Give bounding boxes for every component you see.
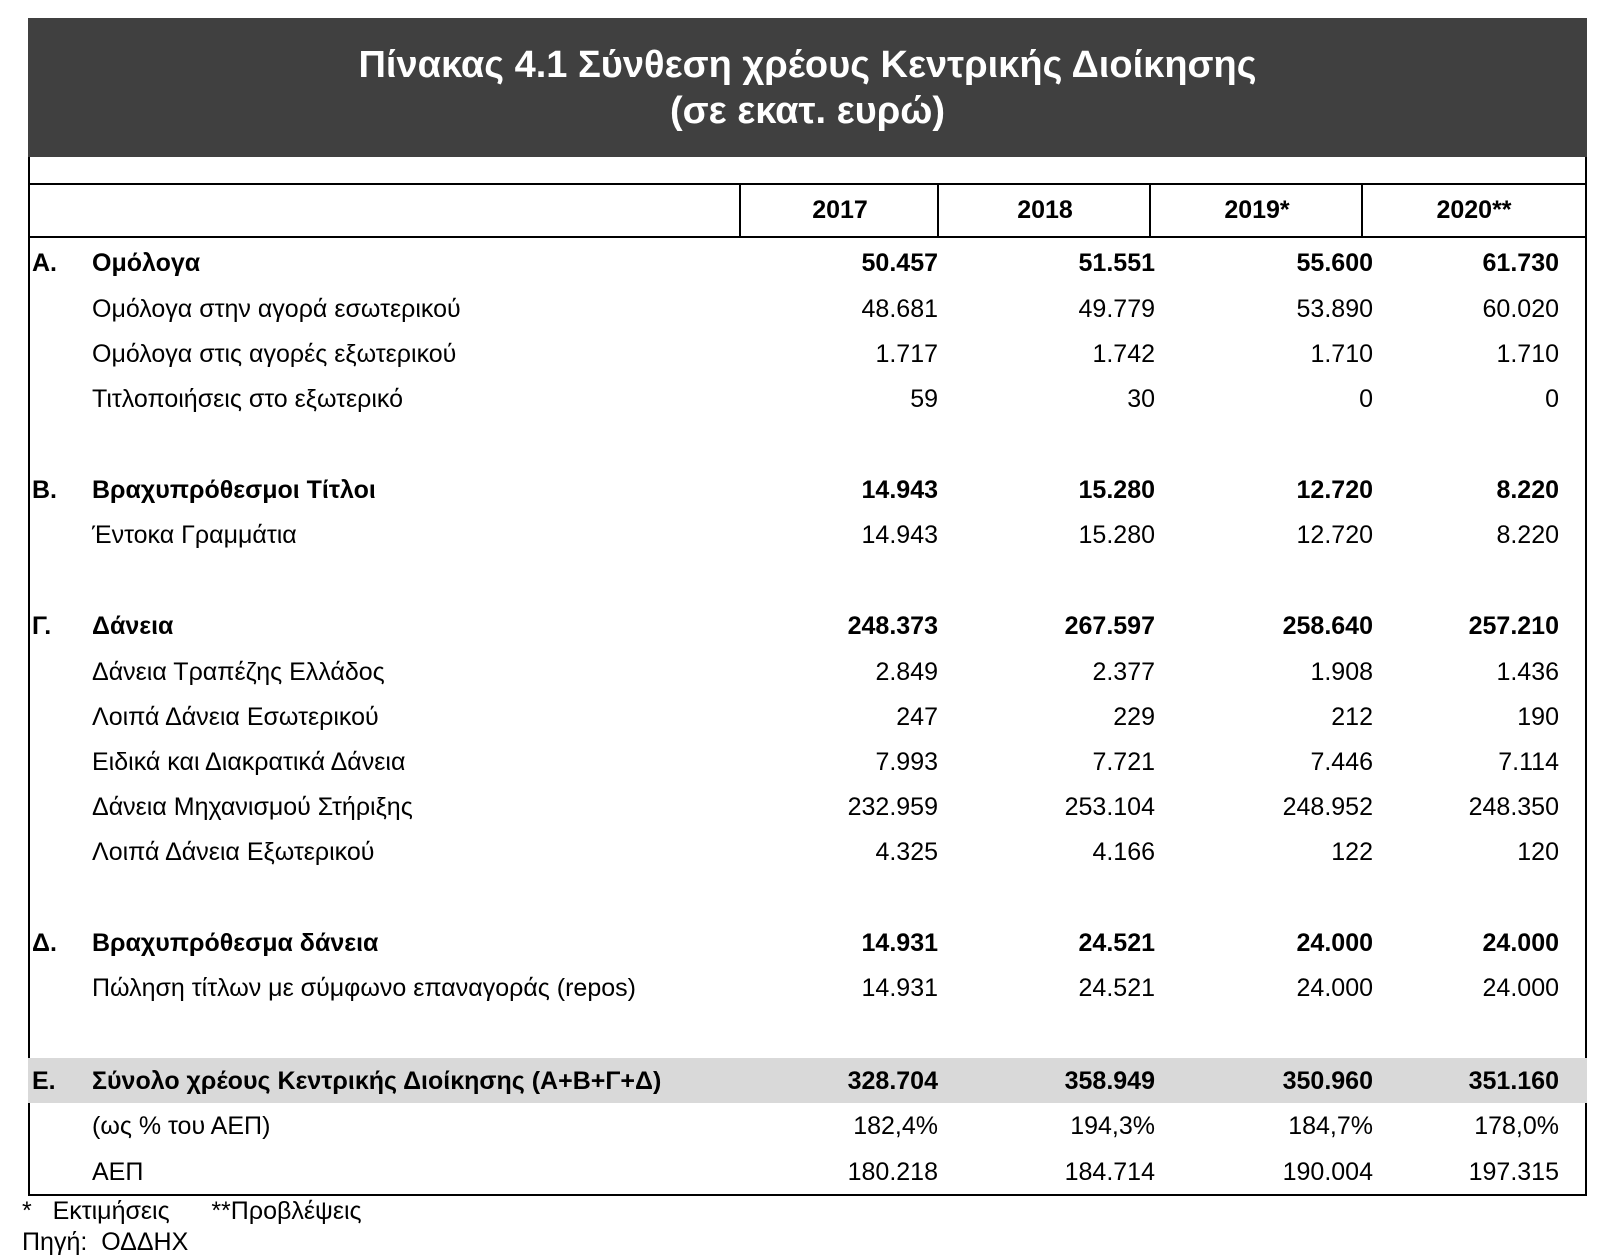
row-label: Βραχυπρόθεσμα δάνεια [92, 929, 379, 957]
row-value-2019: 55.600 [1296, 249, 1373, 277]
row-value-2018: 267.597 [1064, 612, 1155, 640]
row-value-2017: 14.931 [861, 929, 938, 957]
row-value-2018: 4.166 [1092, 838, 1155, 866]
row-label: Ειδικά και Διακρατικά Δάνεια [92, 748, 406, 776]
row-value-2019: 248.952 [1282, 793, 1373, 821]
column-header-2017: 2017 [739, 185, 939, 236]
column-header-2019: 2019* [1149, 185, 1363, 236]
row-value-2017: 247 [896, 703, 938, 731]
row-label: ΑΕΠ [92, 1158, 144, 1186]
row-value-2017: 4.325 [875, 838, 938, 866]
row-value-2019: 212 [1331, 703, 1373, 731]
row-value-2020: 60.020 [1482, 295, 1559, 323]
row-value-2018: 15.280 [1078, 521, 1155, 549]
table-row [28, 376, 1587, 421]
table-row [28, 1149, 1587, 1194]
row-value-2020: 257.210 [1468, 612, 1559, 640]
row-value-2017: 180.218 [847, 1158, 938, 1186]
row-value-2019: 12.720 [1296, 476, 1373, 504]
row-value-2019: 190.004 [1282, 1158, 1373, 1186]
footnote-source: Πηγή: ΟΔΔΗΧ [22, 1228, 189, 1256]
row-value-2019: 0 [1359, 385, 1373, 413]
row-value-2019: 122 [1331, 838, 1373, 866]
table-row [28, 603, 1587, 648]
row-value-2019: 24.000 [1296, 974, 1373, 1002]
table-title-bar [28, 18, 1587, 157]
row-value-2019: 350.960 [1282, 1067, 1373, 1095]
row-value-2019: 7.446 [1310, 748, 1373, 776]
table-row [28, 467, 1587, 512]
row-value-2018: 253.104 [1064, 793, 1155, 821]
row-value-2020: 351.160 [1468, 1067, 1559, 1095]
row-label: Πώληση τίτλων με σύμφωνο επαναγοράς (repos) [92, 974, 636, 1002]
row-value-2018: 194,3% [1070, 1112, 1155, 1140]
row-value-2019: 12.720 [1296, 521, 1373, 549]
row-value-2020: 1.710 [1496, 340, 1559, 368]
row-value-2018: 2.377 [1092, 658, 1155, 686]
row-value-2020: 61.730 [1482, 249, 1559, 277]
row-value-2019: 258.640 [1282, 612, 1373, 640]
row-value-2018: 184.714 [1064, 1158, 1155, 1186]
row-value-2017: 59 [910, 385, 938, 413]
row-value-2020: 7.114 [1498, 748, 1559, 776]
row-label: Δάνεια Μηχανισμού Στήριξης [92, 793, 413, 821]
table-row [28, 331, 1587, 376]
row-value-2018: 30 [1127, 385, 1155, 413]
row-value-2017: 14.943 [861, 476, 938, 504]
row-value-2017: 14.931 [861, 974, 938, 1002]
row-value-2018: 51.551 [1078, 249, 1155, 277]
row-value-2017: 2.849 [875, 658, 938, 686]
table-row [28, 286, 1587, 331]
row-value-2019: 1.710 [1310, 340, 1373, 368]
row-value-2017: 328.704 [847, 1067, 938, 1095]
table-title: Πίνακας 4.1 Σύνθεση χρέους Κεντρικής Διοίκησης [358, 43, 1257, 86]
row-value-2020: 24.000 [1482, 929, 1559, 957]
row-value-2020: 0 [1545, 385, 1559, 413]
table-row [28, 1058, 1587, 1103]
row-value-2017: 232.959 [847, 793, 938, 821]
table-row [28, 965, 1587, 1010]
footnotes [22, 1196, 362, 1258]
row-value-2020: 1.436 [1496, 658, 1559, 686]
row-value-2017: 50.457 [861, 249, 938, 277]
row-label: Λοιπά Δάνεια Εξωτερικού [92, 838, 375, 866]
row-value-2018: 15.280 [1078, 476, 1155, 504]
table-row [28, 694, 1587, 739]
row-value-2020: 197.315 [1468, 1158, 1559, 1186]
row-label: Σύνολο χρέους Κεντρικής Διοίκησης (Α+Β+Γ+Δ) [92, 1067, 662, 1095]
row-value-2020: 190 [1517, 703, 1559, 731]
row-code: Β. [32, 476, 57, 504]
row-label: Ομόλογα [92, 249, 201, 277]
row-value-2020: 248.350 [1468, 793, 1559, 821]
row-value-2020: 8.220 [1496, 476, 1559, 504]
row-code: Α. [32, 249, 57, 277]
row-value-2017: 7.993 [875, 748, 938, 776]
row-code: Δ. [32, 929, 57, 957]
table-row [28, 649, 1587, 694]
row-value-2020: 8.220 [1496, 521, 1559, 549]
row-label: Δάνεια Τραπέζης Ελλάδος [92, 658, 385, 686]
row-label: Λοιπά Δάνεια Εσωτερικού [92, 703, 379, 731]
row-value-2018: 24.521 [1078, 929, 1155, 957]
row-value-2018: 358.949 [1064, 1067, 1155, 1095]
footnote-estimates: * Εκτιμήσεις **Προβλέψεις [22, 1197, 362, 1225]
column-header-row [28, 183, 1587, 238]
row-value-2018: 1.742 [1092, 340, 1155, 368]
row-value-2018: 24.521 [1078, 974, 1155, 1002]
row-value-2018: 49.779 [1078, 295, 1155, 323]
row-label: Δάνεια [92, 612, 174, 640]
table-row [28, 512, 1587, 557]
table-row [28, 920, 1587, 965]
row-value-2019: 1.908 [1310, 658, 1373, 686]
row-value-2017: 14.943 [861, 521, 938, 549]
column-header-2018: 2018 [937, 185, 1151, 236]
row-label: Ομόλογα στις αγορές εξωτερικού [92, 340, 457, 368]
row-value-2019: 184,7% [1288, 1112, 1373, 1140]
row-value-2019: 24.000 [1296, 929, 1373, 957]
column-header-2020: 2020** [1361, 185, 1585, 236]
table-subtitle: (σε εκατ. ευρώ) [669, 89, 946, 132]
row-code: Γ. [32, 612, 52, 640]
row-value-2020: 178,0% [1474, 1112, 1559, 1140]
table-row [28, 829, 1587, 874]
row-value-2017: 48.681 [861, 295, 938, 323]
row-label: Έντοκα Γραμμάτια [92, 521, 297, 549]
row-value-2017: 1.717 [875, 340, 938, 368]
table-row [28, 240, 1587, 285]
row-value-2018: 7.721 [1092, 748, 1155, 776]
row-value-2017: 248.373 [847, 612, 938, 640]
row-value-2018: 229 [1113, 703, 1155, 731]
table-row [28, 784, 1587, 829]
row-value-2019: 53.890 [1296, 295, 1373, 323]
table-row [28, 1103, 1587, 1148]
row-code: Ε. [32, 1067, 56, 1095]
row-label: Τιτλοποιήσεις στο εξωτερικό [92, 385, 404, 413]
row-value-2020: 120 [1517, 838, 1559, 866]
row-label: Βραχυπρόθεσμοι Τίτλοι [92, 476, 376, 504]
table-row [28, 739, 1587, 784]
row-value-2017: 182,4% [853, 1112, 938, 1140]
row-label: Ομόλογα στην αγορά εσωτερικού [92, 295, 461, 323]
row-label: (ως % του ΑΕΠ) [92, 1112, 271, 1140]
row-value-2020: 24.000 [1482, 974, 1559, 1002]
